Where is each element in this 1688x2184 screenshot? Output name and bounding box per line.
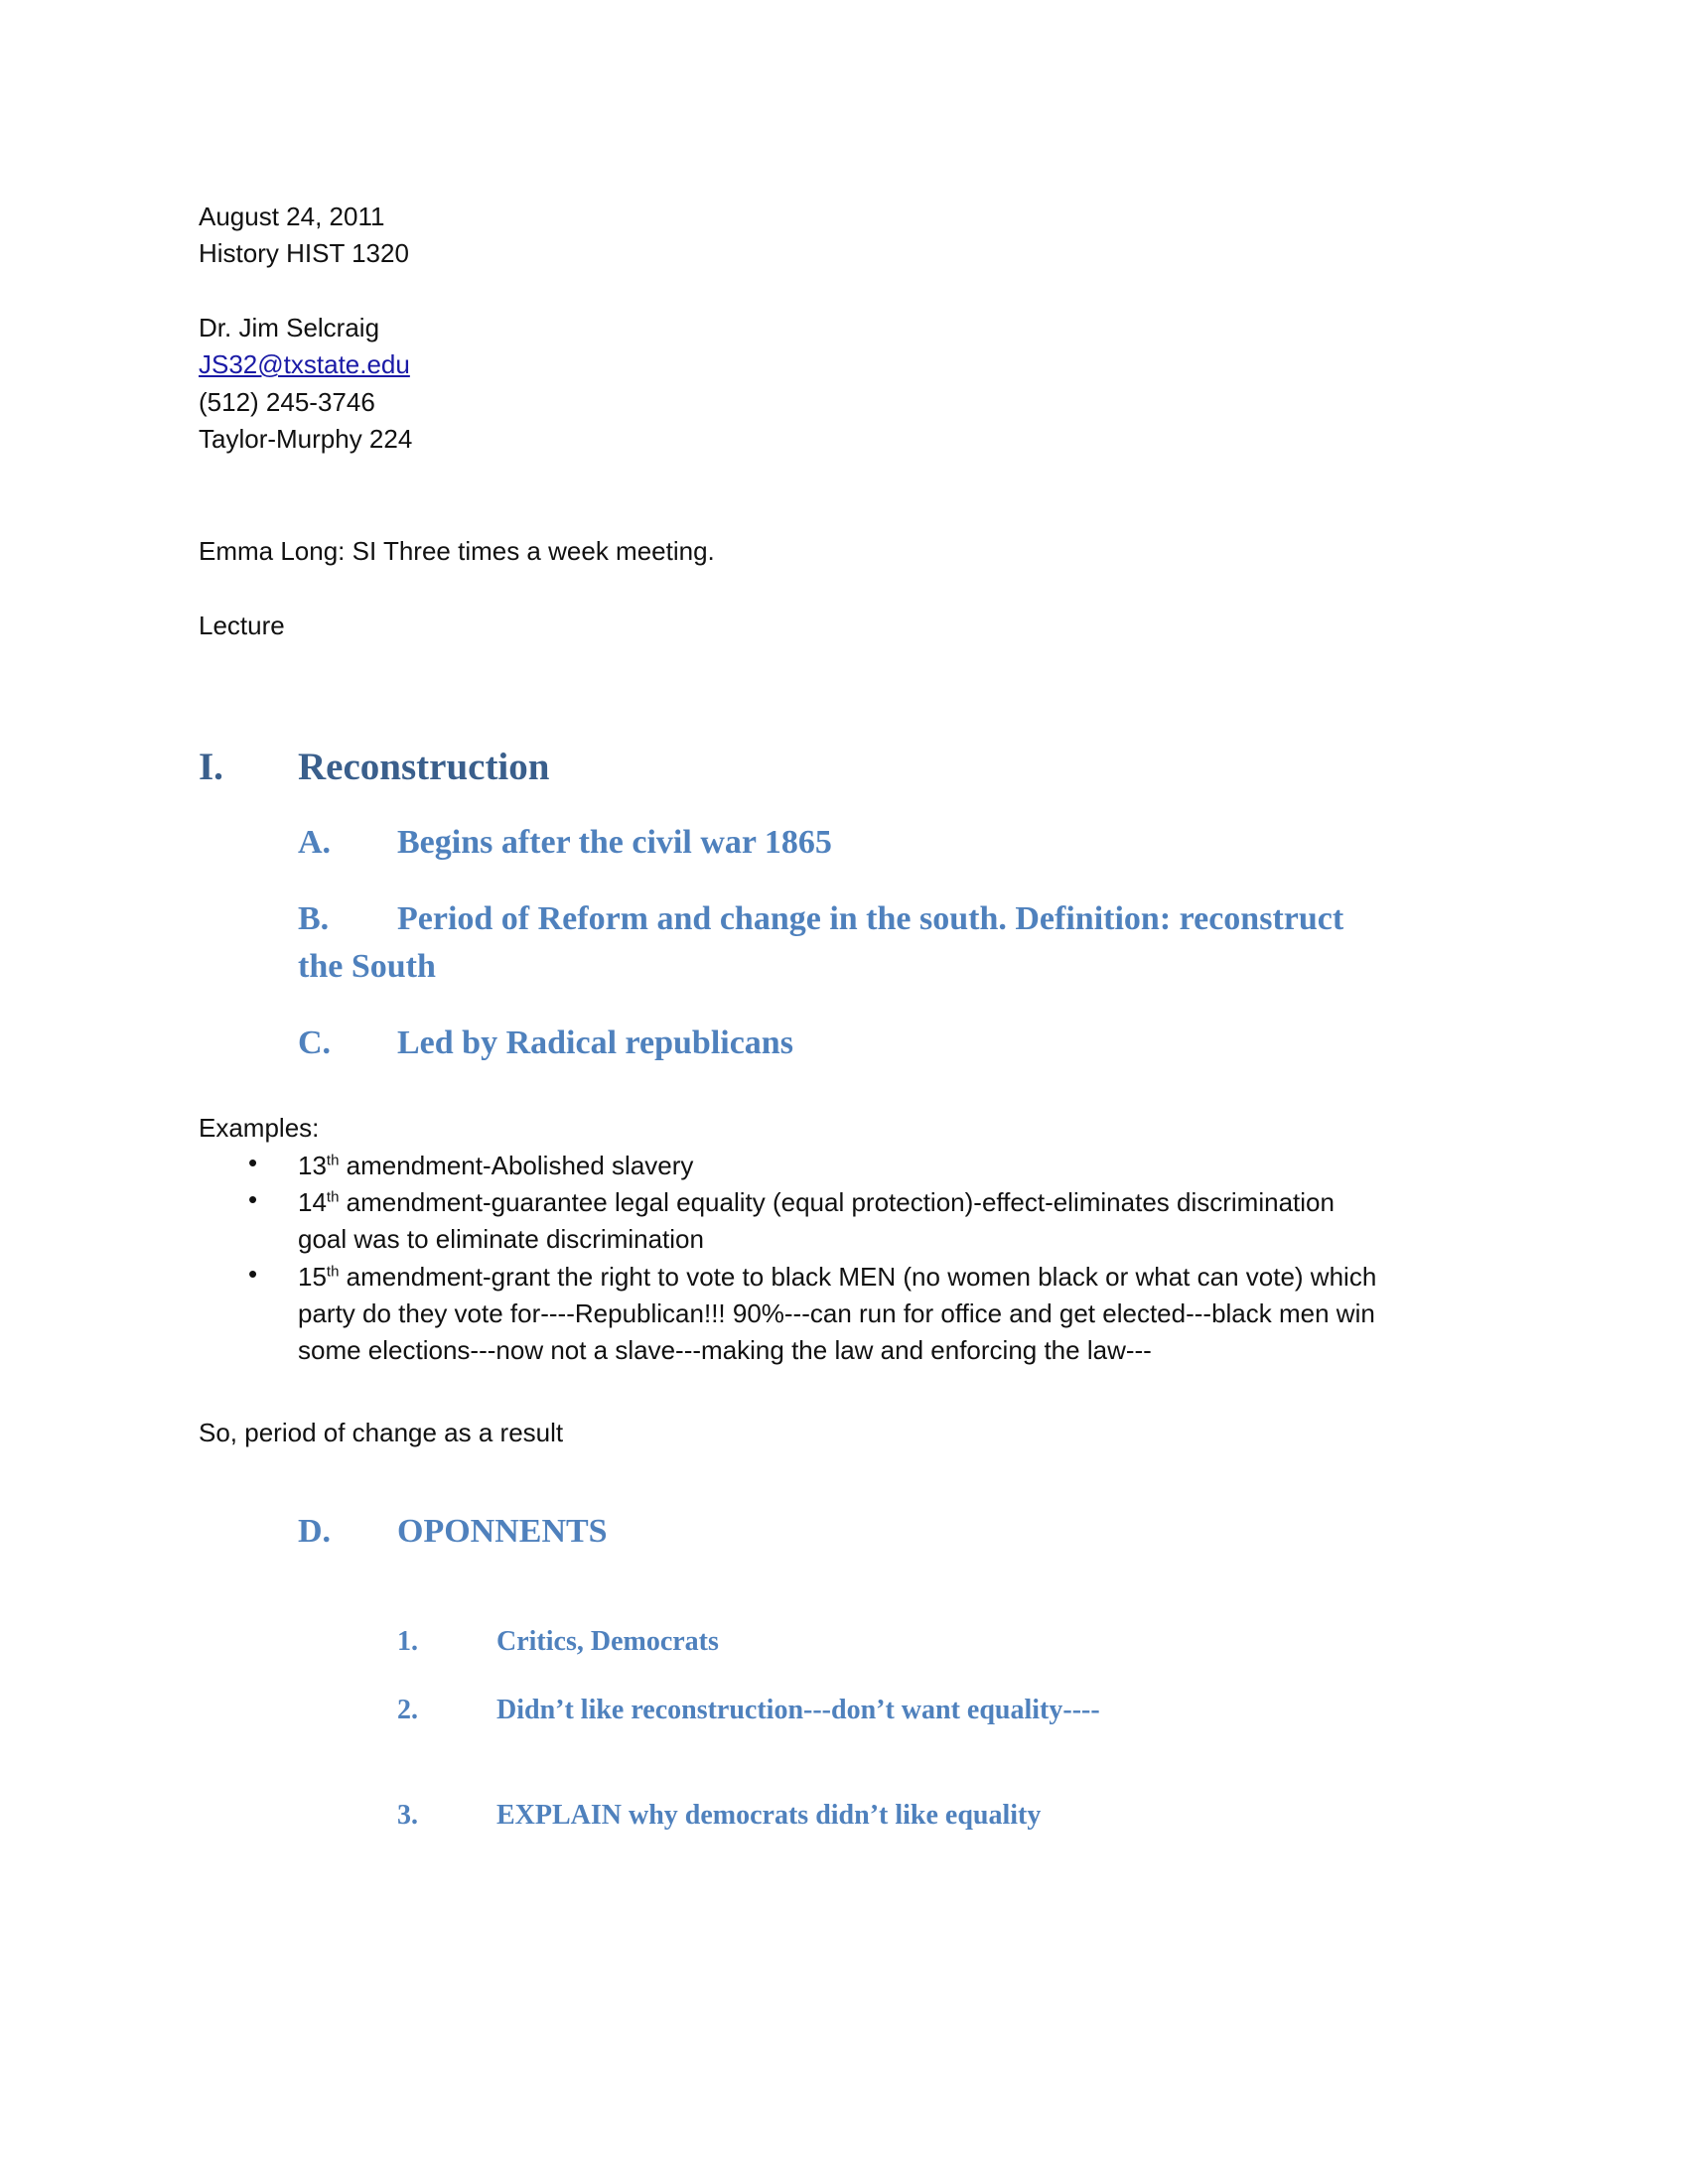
instructor-email-link[interactable]: JS32@txstate.edu — [199, 349, 410, 379]
lecture-label: Lecture — [199, 611, 285, 640]
amendment-number: 15 — [298, 1262, 327, 1292]
opponent-item-1 — [397, 1626, 1489, 1664]
section-title: Reconstruction — [298, 746, 550, 788]
bullet-15th-continuation: some elections---now not a slave---making the law and enforcing the law--- — [298, 1335, 1152, 1365]
subheading-text: Period of Reform and change in the south. Definition: reconstruct — [397, 900, 1344, 937]
item-marker: 3. — [397, 1800, 418, 1831]
instructor-office: Taylor-Murphy 224 — [199, 424, 413, 454]
item-marker: 1. — [397, 1626, 418, 1657]
amendment-number: 13 — [298, 1151, 327, 1180]
bullet-14th-amendment — [298, 1184, 1335, 1221]
ordinal-suffix: th — [326, 1188, 340, 1206]
section-heading-reconstruction — [199, 745, 794, 794]
course-line: History HIST 1320 — [199, 238, 409, 268]
bullet-text: amendment-Abolished slavery — [346, 1151, 694, 1180]
item-text: EXPLAIN why democrats didn’t like equality — [496, 1800, 1042, 1831]
subheading-marker: A. — [298, 824, 332, 861]
subheading-marker: D. — [298, 1513, 332, 1550]
subheading-text: OPONNENTS — [397, 1513, 608, 1550]
subheading-b — [298, 900, 1489, 944]
amendment-number: 14 — [298, 1187, 327, 1217]
si-note: Emma Long: SI Three times a week meeting. — [199, 536, 715, 566]
subheading-a — [298, 824, 1489, 868]
bullet-dot: • — [248, 1184, 258, 1214]
item-marker: 2. — [397, 1695, 418, 1725]
examples-label: Examples: — [199, 1113, 320, 1143]
instructor-phone: (512) 245-3746 — [199, 387, 375, 417]
date-line: August 24, 2011 — [199, 202, 385, 231]
bullet-dot: • — [248, 1259, 258, 1289]
section-marker: I. — [199, 746, 223, 788]
bullet-dot: • — [248, 1148, 258, 1177]
item-text: Didn’t like reconstruction---don’t want equality---- — [496, 1695, 1100, 1725]
ordinal-suffix: th — [326, 1152, 340, 1169]
opponent-item-2 — [397, 1695, 1489, 1732]
subheading-c — [298, 1024, 1489, 1068]
subheading-b-continuation: the South — [298, 948, 436, 985]
subheading-marker: C. — [298, 1024, 332, 1061]
instructor-name: Dr. Jim Selcraig — [199, 313, 380, 342]
ordinal-suffix: th — [326, 1263, 340, 1281]
bullet-15th-amendment — [298, 1259, 1376, 1296]
opponent-item-3 — [397, 1800, 1489, 1838]
bullet-13th-amendment — [298, 1148, 693, 1184]
item-text: Critics, Democrats — [496, 1626, 719, 1657]
subheading-text: Begins after the civil war 1865 — [397, 824, 832, 861]
bullet-text: amendment-guarantee legal equality (equal protection)-effect-eliminates discrimination — [346, 1187, 1335, 1217]
bullet-15th-continuation: party do they vote for----Republican!!! 90%---can run for office and get elected---black men win — [298, 1298, 1375, 1328]
subheading-text: Led by Radical republicans — [397, 1024, 793, 1061]
bullet-text: amendment-grant the right to vote to black MEN (no women black or what can vote) which — [346, 1262, 1377, 1292]
result-note: So, period of change as a result — [199, 1418, 564, 1447]
subheading-marker: B. — [298, 900, 330, 937]
subheading-d — [298, 1513, 1489, 1557]
bullet-14th-continuation: goal was to eliminate discrimination — [298, 1224, 704, 1254]
